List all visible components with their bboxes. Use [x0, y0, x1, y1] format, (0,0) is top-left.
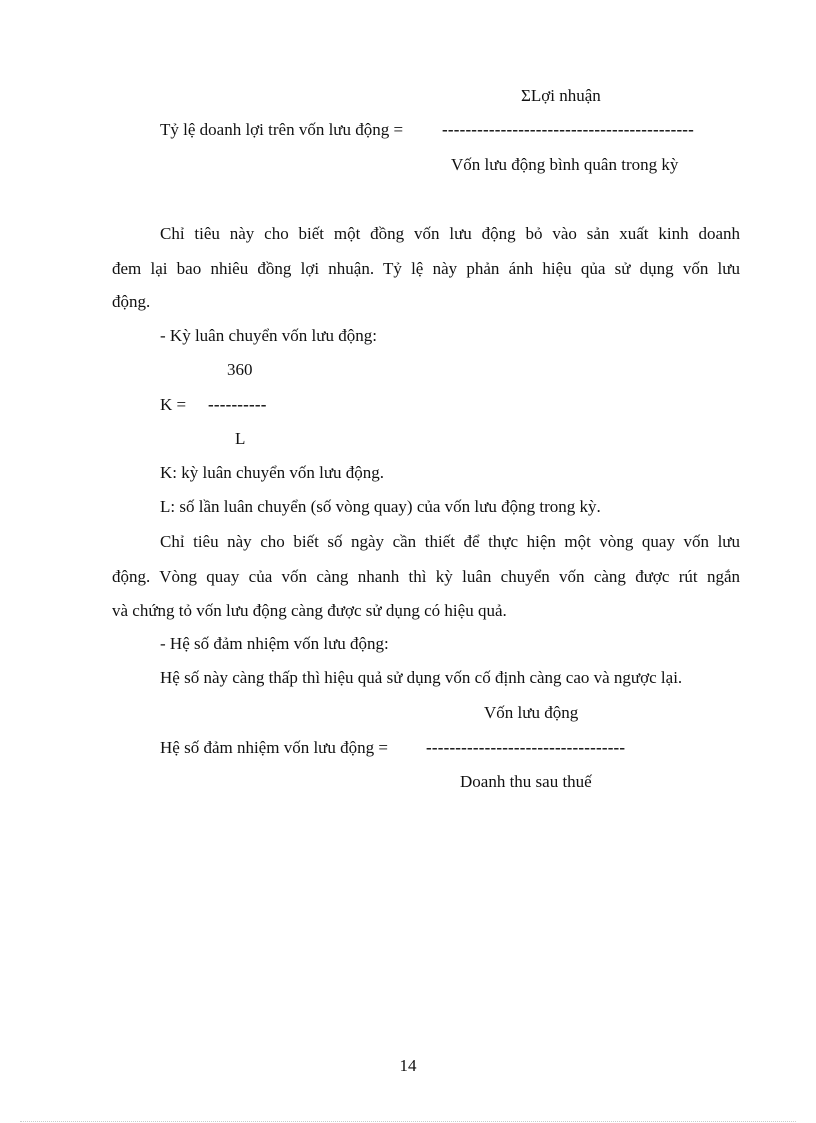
paragraph1-line3: động.	[112, 292, 151, 311]
formula1-denominator: Vốn lưu động bình quân trong kỳ	[451, 155, 679, 174]
section3-heading: - Hệ số đảm nhiệm vốn lưu động:	[160, 634, 389, 653]
section3-numerator: Vốn lưu động	[484, 703, 579, 722]
section2-numerator: 360	[227, 360, 253, 379]
section2-label: K =	[160, 395, 187, 414]
section2-fraction-bar: ----------	[208, 395, 267, 414]
section2-denominator: L	[235, 429, 246, 448]
section2-definition-k: K: kỳ luân chuyển vốn lưu động.	[160, 463, 385, 482]
formula1-label: Tỷ lệ doanh lợi trên vốn lưu động =	[160, 120, 404, 139]
formula1-numerator: ΣLợi nhuận	[521, 86, 601, 105]
section2-heading: - Kỳ luân chuyển vốn lưu động:	[160, 326, 377, 345]
paragraph1-line1: Chỉ tiêu này cho biết một đồng vốn lưu động bỏ vào sản xuất kinh doanh	[160, 224, 740, 243]
section3-denominator: Doanh thu sau thuế	[460, 772, 592, 791]
paragraph2-line1: Chỉ tiêu này cho biết số ngày cần thiết để thực hiện một vòng quay vốn lưu	[160, 532, 740, 551]
paragraph1-line2: đem lại bao nhiêu đồng lợi nhuận. Tỷ lệ này phản ánh hiệu qủa sử dụng vốn lưu	[112, 259, 740, 278]
formula1-fraction-bar: -------------------------------------------	[442, 120, 695, 139]
page-bottom-border	[20, 1121, 796, 1122]
section3-label: Hệ số đảm nhiệm vốn lưu động =	[160, 738, 388, 757]
section3-text: Hệ số này càng thấp thì hiệu quả sử dụng vốn cố định càng cao và ngược lại.	[160, 668, 683, 687]
section2-definition-l: L: số lần luân chuyển (số vòng quay) của vốn lưu động trong kỳ.	[160, 497, 601, 516]
page-number: 14	[399, 1056, 417, 1075]
section3-fraction-bar: ----------------------------------	[426, 738, 626, 757]
paragraph2-line2: động. Vòng quay của vốn càng nhanh thì kỳ luân chuyển vốn càng được rút ngắn	[112, 567, 740, 586]
paragraph2-line3: và chứng tỏ vốn lưu động càng được sử dụng có hiệu quả.	[112, 601, 507, 620]
